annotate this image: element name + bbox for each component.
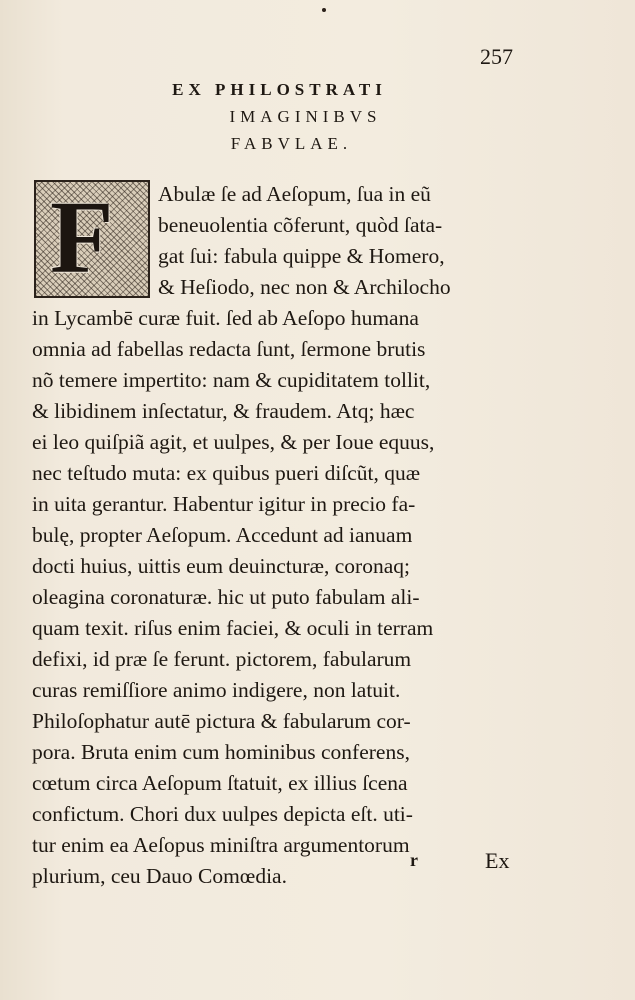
text-line: oleagina coronaturæ. hic ut puto fabulam ali- xyxy=(32,585,420,609)
text-line: nõ temere impertito: nam & cupiditatem tollit, xyxy=(32,368,431,392)
text-line: gat ſui: fabula quippe & Homero, xyxy=(158,244,445,268)
page-number: 257 xyxy=(480,44,513,69)
decorated-initial xyxy=(34,180,150,298)
initial-letter: F xyxy=(50,180,114,295)
catchword: Ex xyxy=(485,848,510,873)
text-line: quam texit. riſus enim faciei, & oculi in terram xyxy=(32,616,434,640)
text-line: bulę, propter Aeſopum. Accedunt ad ianuam xyxy=(32,523,413,547)
heading-line-1: EX PHILOSTRATI xyxy=(172,80,387,99)
text-line: & Heſiodo, nec non & Archilocho xyxy=(158,275,451,299)
text-line: ei leo quiſpiã agit, et uulpes, & per Ioue equus, xyxy=(32,430,435,454)
text-line: in Lycambē curæ fuit. ſed ab Aeſopo humana xyxy=(32,306,419,330)
text-line: cœtum circa Aeſopum ſtatuit, ex illius ſcena xyxy=(32,771,408,795)
text-line: beneuolentia cõferunt, quòd ſata- xyxy=(158,213,443,237)
text-line: plurium, ceu Dauo Comœdia. xyxy=(32,864,287,888)
text-line: in uita gerantur. Habentur igitur in precio fa- xyxy=(32,492,416,516)
signature-mark: r xyxy=(410,850,418,870)
text-line: Abulæ ſe ad Aeſopum, ſua in eũ xyxy=(158,182,431,206)
text-line: Philoſophatur autē pictura & fabularum cor- xyxy=(32,709,411,733)
heading-line-3: FABVLAE. xyxy=(230,134,353,153)
text-line: pora. Bruta enim cum hominibus conferens, xyxy=(32,740,410,764)
text-line: docti huius, uittis eum deuincturæ, coronaq; xyxy=(32,554,410,578)
text-line: defixi, id præ ſe ferunt. pictorem, fabularum xyxy=(32,647,412,671)
text-line: & libidinem inſectatur, & fraudem. Atq; hæc xyxy=(32,399,415,423)
text-line: tur enim ea Aeſopus miniſtra argumentorum xyxy=(32,833,410,857)
text-line: nec teſtudo muta: ex quibus pueri diſcũt, quæ xyxy=(32,461,421,485)
text-line: confictum. Chori dux uulpes depicta eſt. uti- xyxy=(32,802,413,826)
heading-line-2: IMAGINIBVS xyxy=(229,107,382,126)
text-line: omnia ad fabellas redacta ſunt, ſermone brutis xyxy=(32,337,426,361)
ink-dot xyxy=(322,8,326,12)
text-line: curas remiſſiore animo indigere, non latuit. xyxy=(32,678,401,702)
